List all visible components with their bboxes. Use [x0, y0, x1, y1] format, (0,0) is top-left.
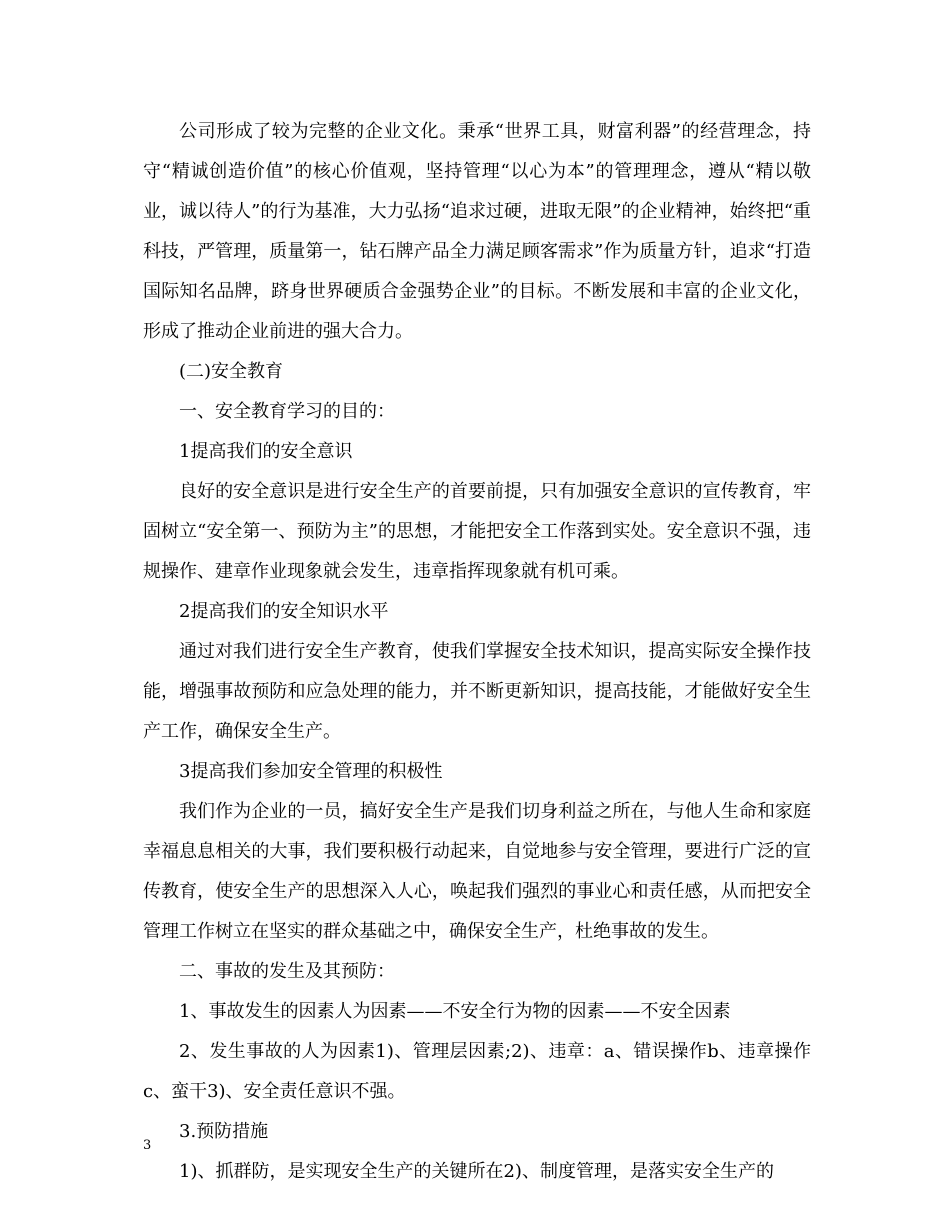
- subheading-safety-knowledge: 2提高我们的安全知识水平: [179, 601, 389, 622]
- list-item-accident-factors: 1、事故发生的因素人为因素——不安全行为物的因素——不安全因素: [179, 1001, 731, 1022]
- subheading-safety-awareness: 1提高我们的安全意识: [179, 441, 353, 462]
- list-item-human-factors: 2、发生事故的人为因素1)、管理层因素;2)、违章：a、错误操作b、违章操作c、蛮干3)、安全责任意识不强。: [143, 1041, 811, 1102]
- paragraph-safety-awareness: 良好的安全意识是进行安全生产的首要前提，只有加强安全意识的宣传教育，牢固树立“安全第一、预防为主”的思想，才能把安全工作落到实处。安全意识不强，违规操作、建章作业现象就会发生，违章指挥现象就有机可乘。: [143, 481, 811, 582]
- subheading-prevention-measures: 3.预防措施: [179, 1121, 269, 1142]
- paragraph-prevention-measures: 1)、抓群防，是实现安全生产的关键所在2)、制度管理，是落实安全生产的: [179, 1161, 774, 1182]
- page-number: 3: [143, 1138, 152, 1153]
- heading-accident-prevention: 二、事故的发生及其预防：: [179, 961, 395, 982]
- subheading-management-participation: 3提高我们参加安全管理的积极性: [179, 761, 443, 782]
- paragraph-management-participation: 我们作为企业的一员，搞好安全生产是我们切身利益之所在，与他人生命和家庭幸福息息相关的大事，我们要积极行动起来，自觉地参与安全管理，要进行广泛的宣传教育，使安全生产的思想深入人心，唤起我们强烈的事业心和责任感，从而把安全管理工作树立在坚实的群众基础之中，确保安全生产，杜绝事故的发生。: [143, 801, 811, 942]
- heading-learning-purpose: 一、安全教育学习的目的：: [179, 401, 395, 422]
- document-body: [143, 112, 811, 1192]
- heading-safety-education: (二)安全教育: [179, 361, 284, 382]
- paragraph-corporate-culture: 公司形成了较为完整的企业文化。秉承“世界工具，财富利器”的经营理念，持守“精诚创造价值”的核心价值观，坚持管理“以心为本”的管理理念，遵从“精以敬业，诚以待人”的行为基准，大力弘扬“追求过硬，进取无限”的企业精神，始终把“重科技，严管理，质量第一，钻石牌产品全力满足顾客需求”作为质量方针，追求“打造国际知名品牌，跻身世界硬质合金强势企业”的目标。不断发展和丰富的企业文化，形成了推动企业前进的强大合力。: [143, 121, 811, 342]
- paragraph-safety-knowledge: 通过对我们进行安全生产教育，使我们掌握安全技术知识，提高实际安全操作技能，增强事故预防和应急处理的能力，并不断更新知识，提高技能，才能做好安全生产工作，确保安全生产。: [143, 641, 811, 742]
